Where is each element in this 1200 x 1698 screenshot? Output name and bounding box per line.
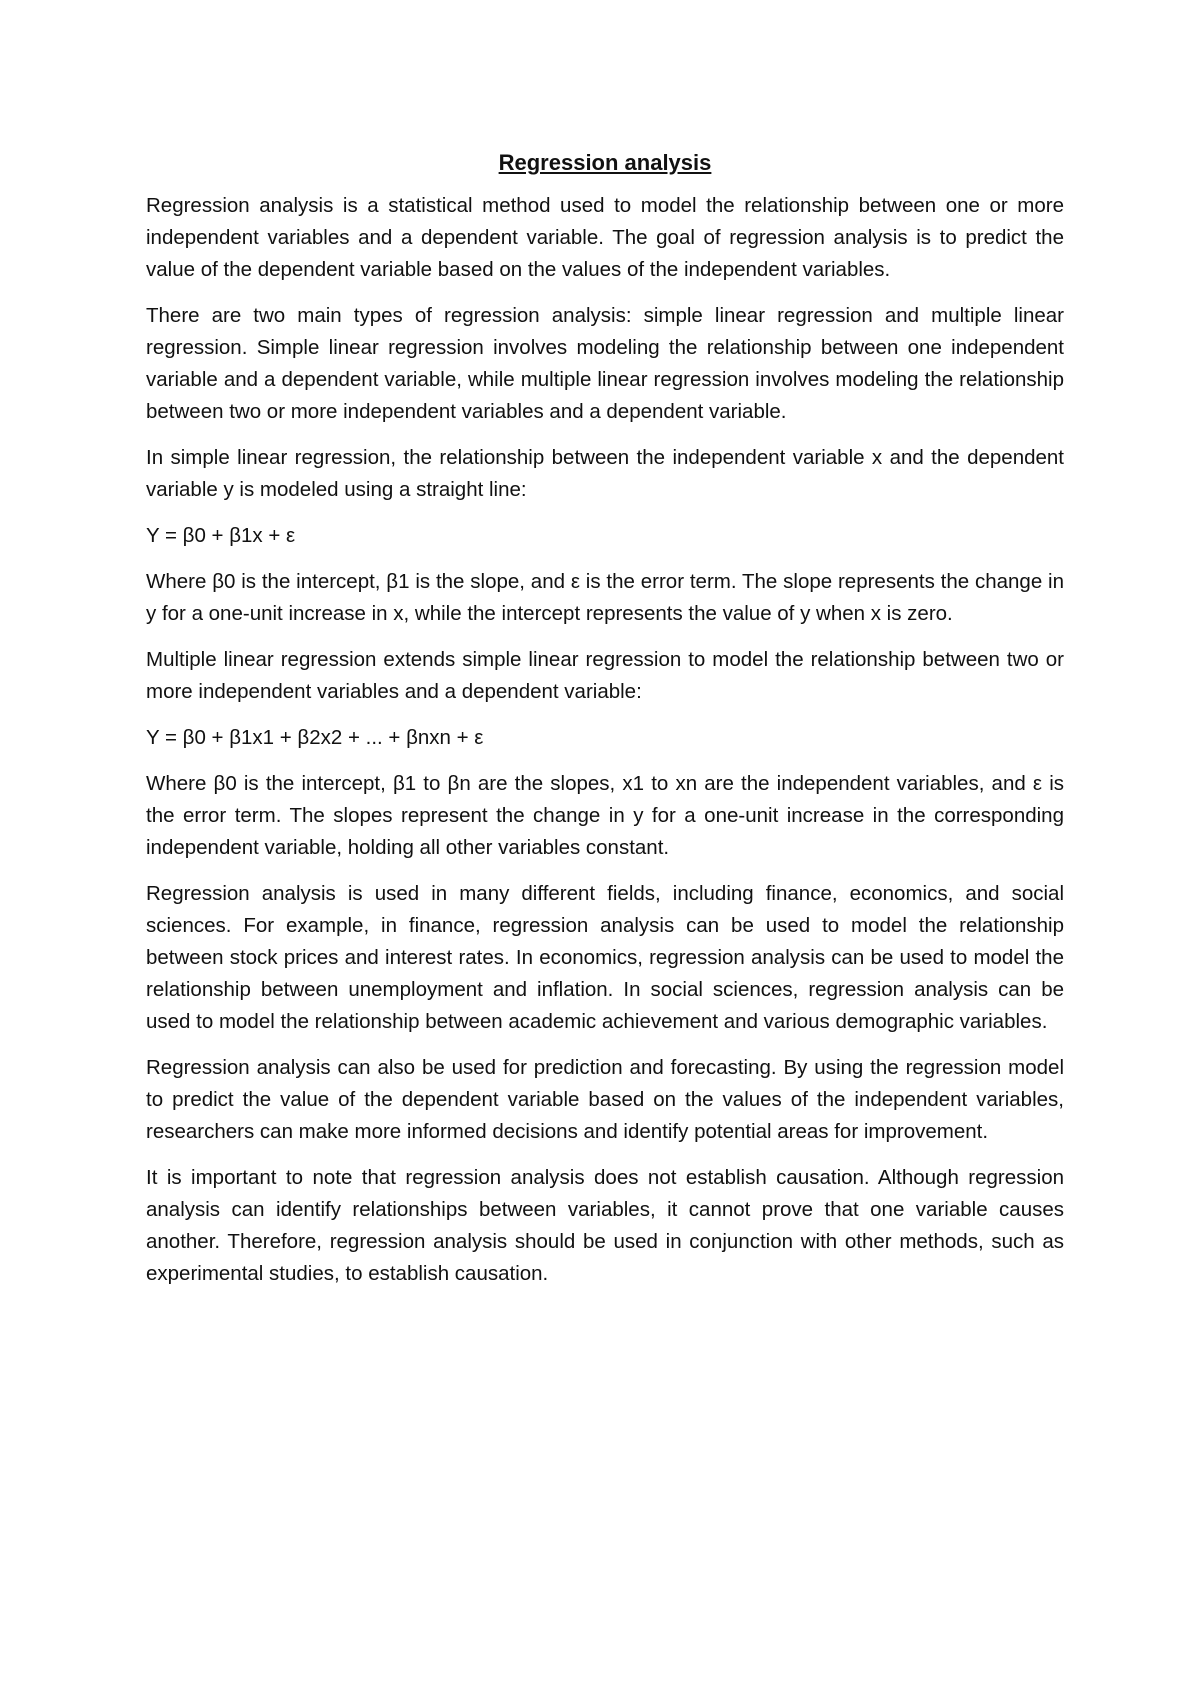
formula-simple: Y = β0 + β1x + ε: [146, 524, 296, 547]
page-title: Regression analysis: [498, 150, 712, 175]
paragraph-simple-linear: In simple linear regression, the relationship between the independent variable x and the dependent variable y is modeled using a straight line:: [146, 446, 1064, 501]
paragraph-types: There are two main types of regression analysis: simple linear regression and multiple linear regression. Simple linear regression involves modeling the relationship between one independent variable and a dependent variable, while multiple linear regression involves modeling the relationship between two or more independent variables and a dependent variable.: [146, 304, 1064, 423]
document-body: [146, 146, 1064, 1304]
formula-multiple: Y = β0 + β1x1 + β2x2 + ... + βnxn + ε: [146, 726, 484, 749]
paragraph-prediction: Regression analysis can also be used for prediction and forecasting. By using the regression model to predict the value of the dependent variable based on the values of the independent variables, researchers can make more informed decisions and identify potential areas for improvement.: [146, 1056, 1064, 1143]
paragraph-intro: Regression analysis is a statistical method used to model the relationship between one or more independent variables and a dependent variable. The goal of regression analysis is to predict the value of the dependent variable based on the values of the independent variables.: [146, 194, 1064, 281]
paragraph-simple-explanation: Where β0 is the intercept, β1 is the slope, and ε is the error term. The slope represents the change in y for a one-unit increase in x, while the intercept represents the value of y when x is zero.: [146, 570, 1064, 625]
paragraph-multiple-linear: Multiple linear regression extends simple linear regression to model the relationship between two or more independent variables and a dependent variable:: [146, 648, 1064, 703]
paragraph-causation: It is important to note that regression analysis does not establish causation. Although regression analysis can identify relationships between variables, it cannot prove that one variable causes another. Therefore, regression analysis should be used in conjunction with other methods, such as experimental studies, to establish causation.: [146, 1166, 1064, 1285]
paragraph-fields: Regression analysis is used in many different fields, including finance, economics, and social sciences. For example, in finance, regression analysis can be used to model the relationship between stock prices and interest rates. In economics, regression analysis can be used to model the relationship between unemployment and inflation. In social sciences, regression analysis can be used to model the relationship between academic achievement and various demographic variables.: [146, 882, 1064, 1033]
paragraph-multiple-explanation: Where β0 is the intercept, β1 to βn are the slopes, x1 to xn are the independent variables, and ε is the error term. The slopes represent the change in y for a one-unit increase in the corresponding independent variable, holding all other variables constant.: [146, 772, 1064, 859]
